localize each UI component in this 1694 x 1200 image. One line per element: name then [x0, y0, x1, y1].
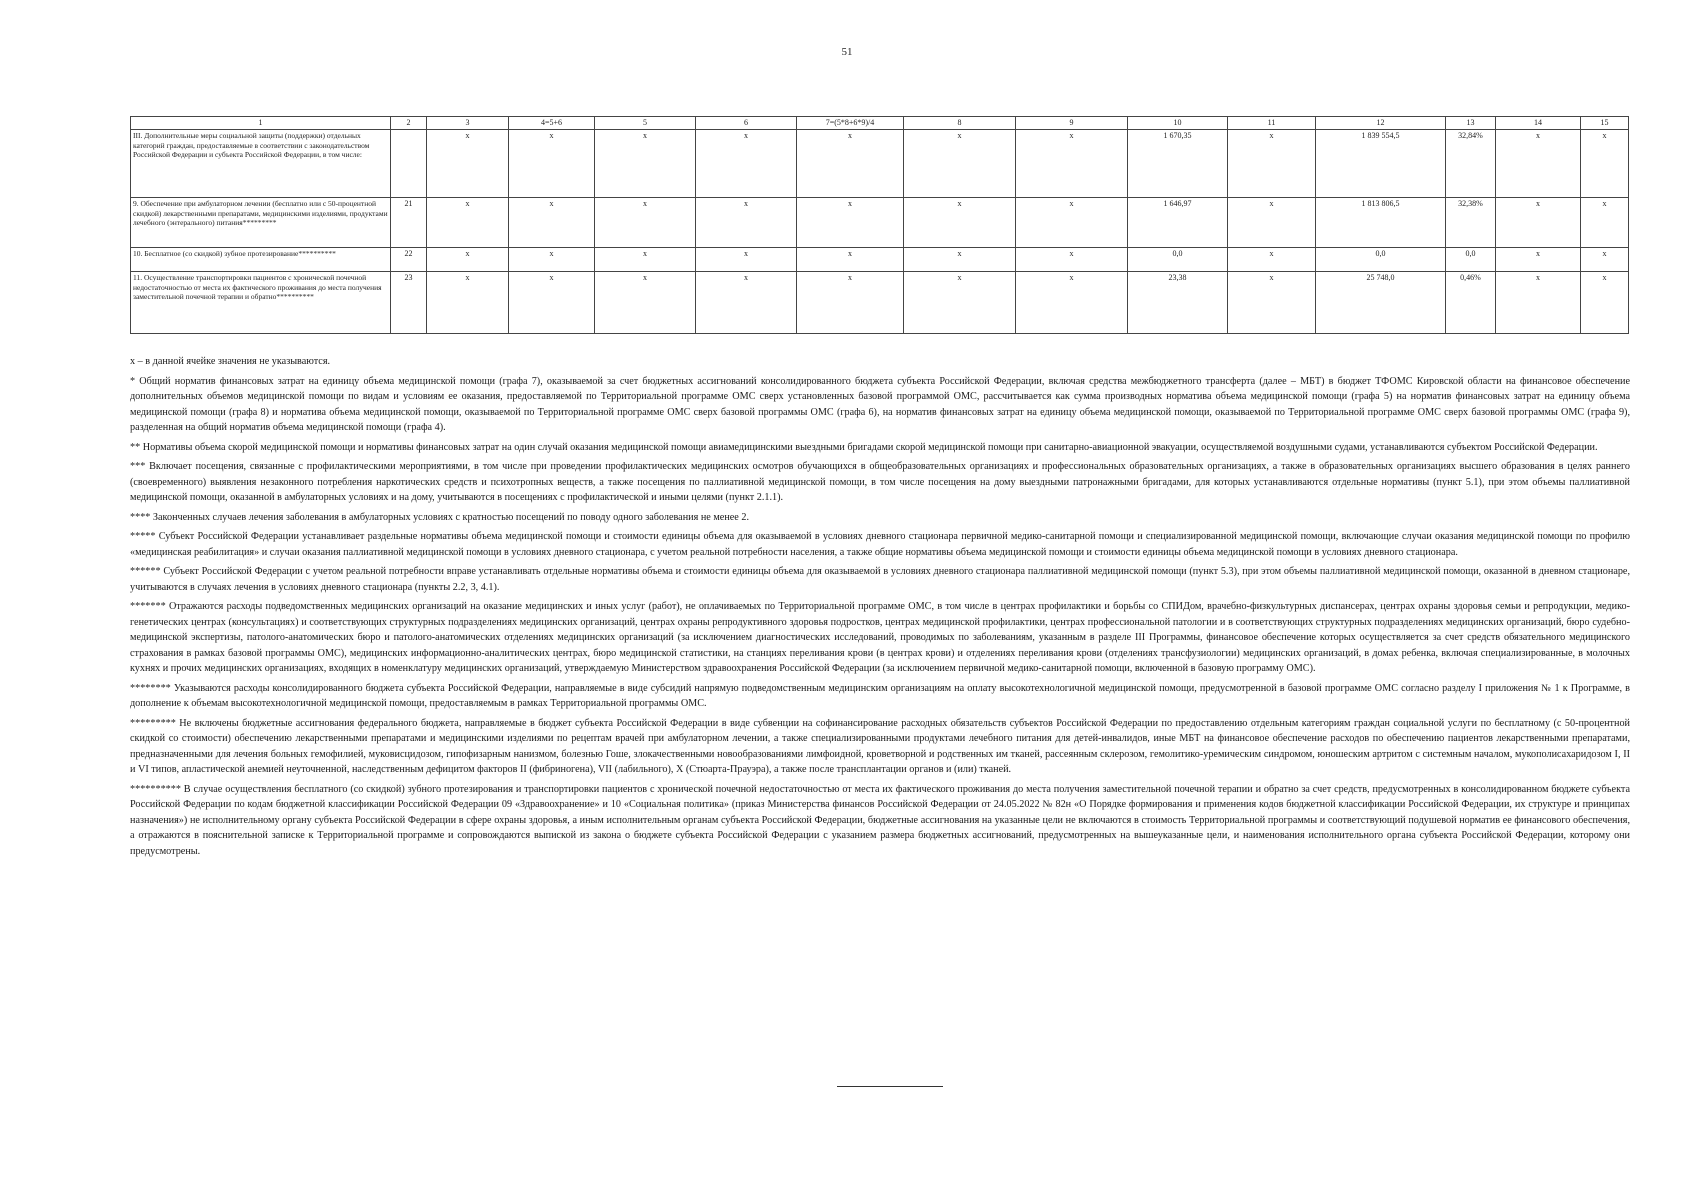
col-header: 15: [1581, 117, 1629, 130]
table-cell: х: [797, 272, 904, 334]
footnote: ***** Субъект Российской Федерации устанавливает раздельные нормативы объема медицинской помощи и стоимости единицы объема для оказываемой в условиях дневного стационара первичной медико-санитарной помощи и специализированной медицинской помощи, включающие случаи оказания медицинской помощи по профилю «медицинская реабилитация» и случаи оказания паллиативной медицинской помощи в условиях дневного стационара, с учетом реальной потребности населения, а также общие нормативы объема медицинской помощи и стоимости единицы объема медицинской помощи в условиях дневного стационара.: [130, 531, 1630, 558]
col-header: 12: [1316, 117, 1446, 130]
table-cell: х: [427, 272, 509, 334]
col-header: 11: [1228, 117, 1316, 130]
table-cell: х: [696, 130, 797, 198]
table-cell: 25 748,0: [1316, 272, 1446, 334]
footnote: ** Нормативы объема скорой медицинской помощи и нормативы финансовых затрат на один случай оказания медицинской помощи авиамедицинскими выездными бригадами скорой медицинской помощи при санитарно-авиационной эвакуации, осуществляемой воздушными судами, устанавливаются субъектом Российской Федерации.: [130, 441, 1598, 453]
col-header: 2: [391, 117, 427, 130]
table-cell: х: [1016, 198, 1128, 248]
table-cell: х: [696, 272, 797, 334]
footnote: * Общий норматив финансовых затрат на единицу объема медицинской помощи (графа 7), оказываемой за счет бюджетных ассигнований консолидированного бюджета субъекта Российской Федерации, включая средства межбюджетного трансферта (далее – МБТ) в бюджет ТФОМС Кировской области на финансовое обеспечение дополнительных объемов медицинской помощи по видам и условиям ее оказания, предоставляемой по Территориальной программе ОМС сверх установленных базовой программой ОМС, рассчитывается как сумма производных норматива объема медицинской помощи (графа 5) на норматив финансовых затрат на единицу объема медицинской помощи (графа 8) и норматива объема медицинской помощи, оказываемой по Территориальной программе ОМС сверх базовой программы ОМС (графа 6), на норматив финансовых затрат на единицу объема медицинской помощи, оказываемой по Территориальной программе ОМС сверх базовой программы ОМС (графа 9), разделенная на общий норматив объема медицинской помощи (графа 4).: [130, 375, 1630, 433]
table-cell: 23: [391, 272, 427, 334]
table-row: [131, 198, 1629, 248]
footnote: ****** Субъект Российской Федерации с учетом реальной потребности вправе устанавливать отдельные нормативы объема и стоимости единицы объема для оказываемой в условиях дневного стационара паллиативной медицинской помощи (пункт 5.3), при этом объемы паллиативной медицинской помощи, оказанной в дневном стационаре, учитываются в случаях лечения в условиях дневного стационара (пункты 2.2, 3, 4.1).: [130, 566, 1630, 593]
table-cell: [391, 130, 427, 198]
table-cell: х: [1581, 272, 1629, 334]
table-cell: х: [427, 248, 509, 272]
table-cell: 23,38: [1128, 272, 1228, 334]
table-cell: 1 839 554,5: [1316, 130, 1446, 198]
table-cell: 0,0: [1316, 248, 1446, 272]
table-cell: 1 646,97: [1128, 198, 1228, 248]
row-label: III. Дополнительные меры социальной защиты (поддержки) отдельных категорий граждан, предоставляемые в соответствии с законодательством Российской Федерации и субъекта Российской Федерации, в том числе:: [131, 130, 391, 198]
table-cell: х: [1016, 130, 1128, 198]
table-cell: 1 813 806,5: [1316, 198, 1446, 248]
table-cell: х: [696, 248, 797, 272]
table-cell: 32,38%: [1446, 198, 1496, 248]
table-cell: х: [1228, 272, 1316, 334]
footnote: ******* Отражаются расходы подведомственных медицинских организаций на оказание медицинских и иных услуг (работ), не оплачиваемых по Территориальной программе ОМС, в том числе в центрах профилактики и борьбы со СПИДом, врачебно-физкультурных диспансерах, центрах охраны здоровья семьи и репродукции, медико-генетических центрах (консультациях) и соответствующих структурных подразделениях медицинских организаций, центрах охраны репродуктивного здоровья подростков, центрах медицинской профилактики, центрах профессиональной патологии и в соответствующих структурных подразделениях медицинских организаций, бюро судебно-медицинской экспертизы, патолого-анатомических бюро и патолого-анатомических отделениях медицинских организаций (за исключением диагностических исследований, проводимых по заболеваниям, указанным в разделе III Программы, финансовое обеспечение которых осуществляется за счет средств обязательного медицинского страхования в рамках базовой программы ОМС), медицинских информационно-аналитических центрах, бюро медицинской статистики, на станциях переливания крови (в центрах крови) и отделениях переливания крови (отделениях трансфузиологии) медицинских организаций, в домах ребенка, включая специализированные, в молочных кухнях и прочих медицинских организациях, входящих в номенклатуру медицинских организаций, утверждаемую Министерством здравоохранения Российской Федерации (за исключением первичной медико-санитарной помощи, включенной в базовую программу ОМС).: [130, 601, 1630, 674]
table-cell: х: [427, 130, 509, 198]
footnote-legend: х – в данной ячейке значения не указываются.: [130, 356, 331, 367]
table-cell: х: [1496, 272, 1581, 334]
end-divider: [837, 1086, 943, 1087]
footnote: ********** В случае осуществления бесплатного (со скидкой) зубного протезирования и транспортировки пациентов с хронической почечной недостаточностью от места их фактического проживания до места получения заместительной почечной терапии и обратно за счет средств, предусмотренных в консолидированном бюджете субъекта Российской Федерации по кодам бюджетной классификации Российской Федерации 09 «Здравоохранение» и 10 «Социальная политика» (приказ Министерства финансов Российской Федерации от 24.05.2022 № 82н «О Порядке формирования и применения кодов бюджетной классификации Российской Федерации, их структуре и принципах назначения») не исполнительному органу субъекта Российской Федерации в сфере охраны здоровья, а иным исполнительным органам субъекта Российской Федерации, бюджетные ассигнования на указанные цели не включаются в стоимость Территориальной программы и соответствующий подушевой норматив ее финансового обеспечения, а отражаются в пояснительной записке к Территориальной программе и сопровождаются выпиской из закона о бюджете субъекта Российской Федерации с указанием размера бюджетных ассигнований, предусмотренных на вышеуказанные цели, и наименования исполнительного органа субъекта Российской Федерации, которому они предусмотрены.: [130, 783, 1630, 857]
col-header: 3: [427, 117, 509, 130]
table-cell: х: [797, 248, 904, 272]
col-header: 4=5+6: [509, 117, 595, 130]
row-label: 11. Осуществление транспортировки пациентов с хронической почечной недостаточностью от места их фактического проживания до места получения заместительной почечной терапии и обратно**********: [131, 272, 391, 334]
table-cell: х: [1228, 198, 1316, 248]
table-cell: 22: [391, 248, 427, 272]
table-cell: х: [595, 130, 696, 198]
table-cell: х: [1496, 130, 1581, 198]
table-cell: 1 670,35: [1128, 130, 1228, 198]
table-cell: 0,0: [1446, 248, 1496, 272]
row-label: 9. Обеспечение при амбулаторном лечении (бесплатно или с 50-процентной скидкой) лекарственными препаратами, медицинскими изделиями, продуктами лечебного (энтерального) питания*********: [131, 198, 391, 248]
table-cell: х: [1496, 248, 1581, 272]
table-cell: х: [509, 272, 595, 334]
table-cell: х: [595, 198, 696, 248]
table-cell: х: [509, 130, 595, 198]
table-row: [131, 248, 1629, 272]
footnote: **** Законченных случаев лечения заболевания в амбулаторных условиях с кратностью посещений по поводу одного заболевания не менее 2.: [130, 511, 750, 523]
col-header: 13: [1446, 117, 1496, 130]
table-cell: х: [1228, 130, 1316, 198]
table-cell: х: [427, 198, 509, 248]
row-label: 10. Бесплатное (со скидкой) зубное протезирование**********: [131, 248, 391, 272]
col-header: 10: [1128, 117, 1228, 130]
table-cell: 32,84%: [1446, 130, 1496, 198]
table-cell: х: [1581, 248, 1629, 272]
footnote: ********* Не включены бюджетные ассигнования федерального бюджета, направляемые в бюджет субъекта Российской Федерации в виде субвенции на софинансирование расходных обязательств субъектов Российской Федерации по предоставлению отдельным категориям граждан социальной услуги по бесплатному (с 50-процентной скидкой со стоимости) обеспечению лекарственными препаратами и медицинскими изделиями по рецептам врачей при амбулаторном лечении, а также специализированными продуктами лечебного питания для детей-инвалидов, иные МБТ на финансовое обеспечение расходов по обеспечению пациентов лекарственными препаратами, предназначенными для лечения больных гемофилией, муковисцидозом, гипофизарным нанизмом, болезнью Гоше, злокачественными новообразованиями лимфоидной, кроветворной и родственных им тканей, рассеянным склерозом, гемолитико-уремическим синдромом, юношеским артритом с системным началом, мукополисахаридозом I, II и VI типов, апластической анемией неуточненной, наследственным дефицитом факторов II (фибриногена), VII (лабильного), X (Стюарта-Прауэра), а также после трансплантации органов и (или) тканей.: [130, 717, 1630, 775]
col-header: 1: [131, 117, 391, 130]
footnotes: [130, 354, 1630, 863]
col-header: 14: [1496, 117, 1581, 130]
table-cell: х: [904, 248, 1016, 272]
table-cell: х: [1581, 198, 1629, 248]
footnote: *** Включает посещения, связанные с профилактическими мероприятиями, в том числе при проведении профилактических медицинских осмотров обучающихся в общеобразовательных организациях и профессиональных образовательных организациях, а также в образовательных организациях высшего образования в целях раннего (своевременного) выявления незаконного потребления наркотических средств и психотропных веществ, а также посещения по паллиативной медицинской помощи, в том числе посещения на дому выездными патронажными бригадами, для которых устанавливаются отдельные нормативы (пункт 5.1), при этом объемы паллиативной медицинской помощи, оказанной в амбулаторных условиях и на дому, учитываются в посещениях с профилактической и иными целями (пункт 2.1.1).: [130, 461, 1630, 503]
table-header-row: [131, 117, 1629, 130]
table-cell: х: [797, 198, 904, 248]
col-header: 6: [696, 117, 797, 130]
table-cell: х: [904, 198, 1016, 248]
financing-table: [130, 116, 1629, 334]
table-cell: х: [1016, 272, 1128, 334]
col-header: 9: [1016, 117, 1128, 130]
footnote: ******** Указываются расходы консолидированного бюджета субъекта Российской Федерации, направляемые в виде субсидий напрямую подведомственным медицинским организациям на оплату высокотехнологичной медицинской помощи, предусмотренной в базовой программе ОМС согласно разделу I приложения № 1 к Программе, в дополнение к объемам высокотехнологичной медицинской помощи, предоставляемым в рамках Территориальной программы ОМС.: [130, 682, 1630, 709]
table-cell: х: [797, 130, 904, 198]
table-cell: х: [904, 272, 1016, 334]
table-row: [131, 272, 1629, 334]
table-row: [131, 130, 1629, 198]
table-cell: 0,46%: [1446, 272, 1496, 334]
table-cell: х: [1228, 248, 1316, 272]
table-cell: х: [1016, 248, 1128, 272]
table-cell: х: [509, 248, 595, 272]
table-cell: х: [509, 198, 595, 248]
table-cell: х: [1496, 198, 1581, 248]
col-header: 8: [904, 117, 1016, 130]
table-cell: х: [595, 272, 696, 334]
page-number: 51: [841, 46, 853, 58]
col-header: 5: [595, 117, 696, 130]
table-cell: х: [696, 198, 797, 248]
table-cell: х: [904, 130, 1016, 198]
table-cell: х: [1581, 130, 1629, 198]
col-header: 7=(5*8+6*9)/4: [797, 117, 904, 130]
table-cell: 0,0: [1128, 248, 1228, 272]
table-cell: 21: [391, 198, 427, 248]
table-cell: х: [595, 248, 696, 272]
